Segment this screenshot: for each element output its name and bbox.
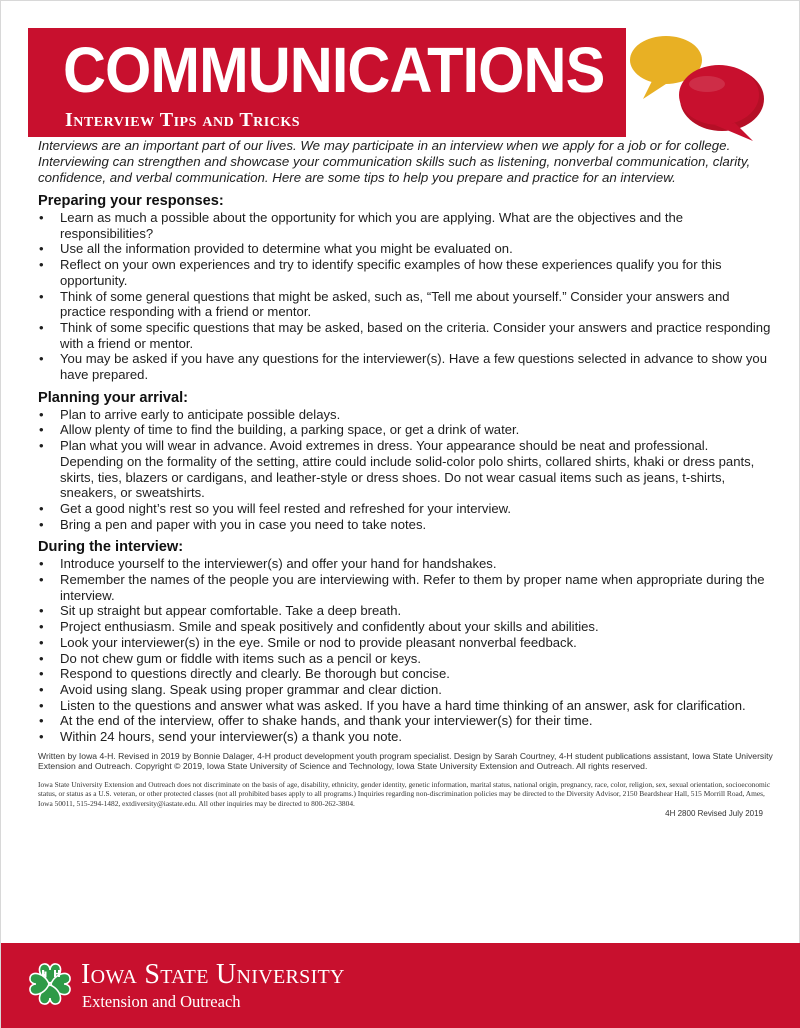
section-heading: During the interview: — [38, 539, 184, 556]
list-item: • Plan what you will wear in advance. Avoid extremes in dress. Your appearance should be neat and professional. Depending on the formality of the setting, attire could include solid-color polo shirts, collared shirts, khaki or dress pants, skirts, ties, blazers or cardigans, and leather-style or dress shoes. Do not wear casual items such as jeans, t-shirts, sneakers, or sweatshirts. — [39, 438, 755, 501]
list-item: • Do not chew gum or fiddle with items such as a pencil or keys. — [39, 650, 421, 666]
footer-banner — [1, 943, 800, 1028]
list-item: • Allow plenty of time to find the building, a parking space, or get a drink of water. — [39, 422, 520, 438]
list-item: • Bring a pen and paper with you in case you need to take notes. — [39, 516, 427, 532]
intro-paragraph: Interviews are an important part of our lives. We may participate in an interview when we apply for a job or for college. Interviewing can strengthen and showcase your communication skills such as listening, nonverbal communication, clarity, confidence, and verbal communication. Here are some tips to help you prepare and practice for an interview. — [38, 138, 751, 185]
university-name: Iowa State University — [81, 959, 345, 990]
section-heading: Planning your arrival: — [38, 389, 189, 406]
title-banner — [28, 28, 626, 137]
list-item: • Project enthusiasm. Smile and speak positively and confidently about your skills and abilities. — [39, 619, 599, 635]
main-content — [38, 138, 773, 819]
extension-unit: Extension and Outreach — [82, 992, 241, 1011]
list-item: • Look your interviewer(s) in the eye. Smile or nod to provide pleasant nonverbal feedback. — [39, 634, 577, 650]
list-item: • Sit up straight but appear comfortable. Take a deep breath. — [39, 603, 402, 619]
page-title: COMMUNICATIONS — [63, 34, 605, 106]
section-planning — [38, 390, 773, 533]
list-item: • Avoid using slang. Speak using proper grammar and clear diction. — [39, 681, 442, 697]
list-item: • Get a good night’s rest so you will feel rested and refreshed for your interview. — [39, 500, 512, 516]
list-item: • Think of some general questions that might be asked, such as, “Tell me about yourself.” Consider your answers and practice responding with a friend or mentor. — [39, 288, 730, 320]
list-item: • Within 24 hours, send your interviewer(s) a thank you note. — [39, 729, 403, 745]
page-subtitle: Interview Tips and Tricks — [65, 109, 301, 131]
list-item: • Listen to the questions and answer what was asked. If you have a hard time thinking of an answer, ask for clarification. — [39, 697, 746, 713]
list-item: • Think of some specific questions that may be asked, based on the criteria. Consider your answers and practice responding with a friend or mentor. — [39, 319, 771, 351]
list-item: • At the end of the interview, offer to shake hands, and thank your interviewer(s) for their time. — [39, 713, 593, 729]
nondiscrimination-statement: Iowa State University Extension and Outreach does not discriminate on the basis of age, disability, ethnicity, gender identity, genetic information, marital status, national origin, pregnancy, race, color, religion, sex, sexual orientation, socioeconomic status, or status as a U.S. veteran, or other protected classes (not all prohibited bases apply to all programs.) Inquiries regarding non-discrimination policies may be directed to the Diversity Advisor, 2150 Beardshear Hall, 515 Morrill Road, Ames, Iowa 50011, 515-294-1482, extdiversity@iastate.edu. All other inquiries may be directed to 800-262-3804. — [38, 779, 771, 808]
section-during — [38, 539, 773, 744]
bullet-list — [38, 210, 773, 383]
bullet-list — [38, 407, 773, 533]
list-item: • Use all the information provided to determine what you might be evaluated on. — [39, 241, 513, 257]
list-item: • Reflect on your own experiences and try to identify specific examples of how these experiences qualify you for this opportunity. — [39, 257, 722, 288]
list-item: • Respond to questions directly and clearly. Be thorough but concise. — [39, 666, 450, 682]
clover-icon — [27, 961, 73, 1007]
list-item: • Introduce yourself to the interviewer(s) and offer your hand for handshakes. — [39, 556, 497, 572]
bullet-list — [38, 556, 773, 744]
speech-bubbles-icon — [627, 29, 767, 144]
section-preparing — [38, 193, 773, 383]
list-item: • Plan to arrive early to anticipate possible delays. — [39, 406, 341, 422]
section-heading: Preparing your responses: — [38, 193, 224, 209]
document-number: 4H 2800 Revised July 2019 — [665, 809, 763, 819]
credits-text: Written by Iowa 4-H. Revised in 2019 by Bonnie Dalager, 4-H product development youth program specialist. Design by Sarah Courtney, 4-H student publications assistant, Iowa State University Extension and Outreach. Copyright © 2019, Iowa State University of Science and Technology, Iowa State University Extension and Outreach. All rights reserved. — [38, 750, 773, 772]
list-item: • You may be asked if you have any questions for the interviewer(s). Have a few questions selected in advance to show you have prepared. — [39, 351, 767, 383]
list-item: • Learn as much a possible about the opportunity for which you are applying. What are the objectives and the responsibilities? — [39, 210, 684, 241]
list-item: • Remember the names of the people you are interviewing with. Refer to them by proper name when appropriate during the interview. — [39, 572, 765, 603]
